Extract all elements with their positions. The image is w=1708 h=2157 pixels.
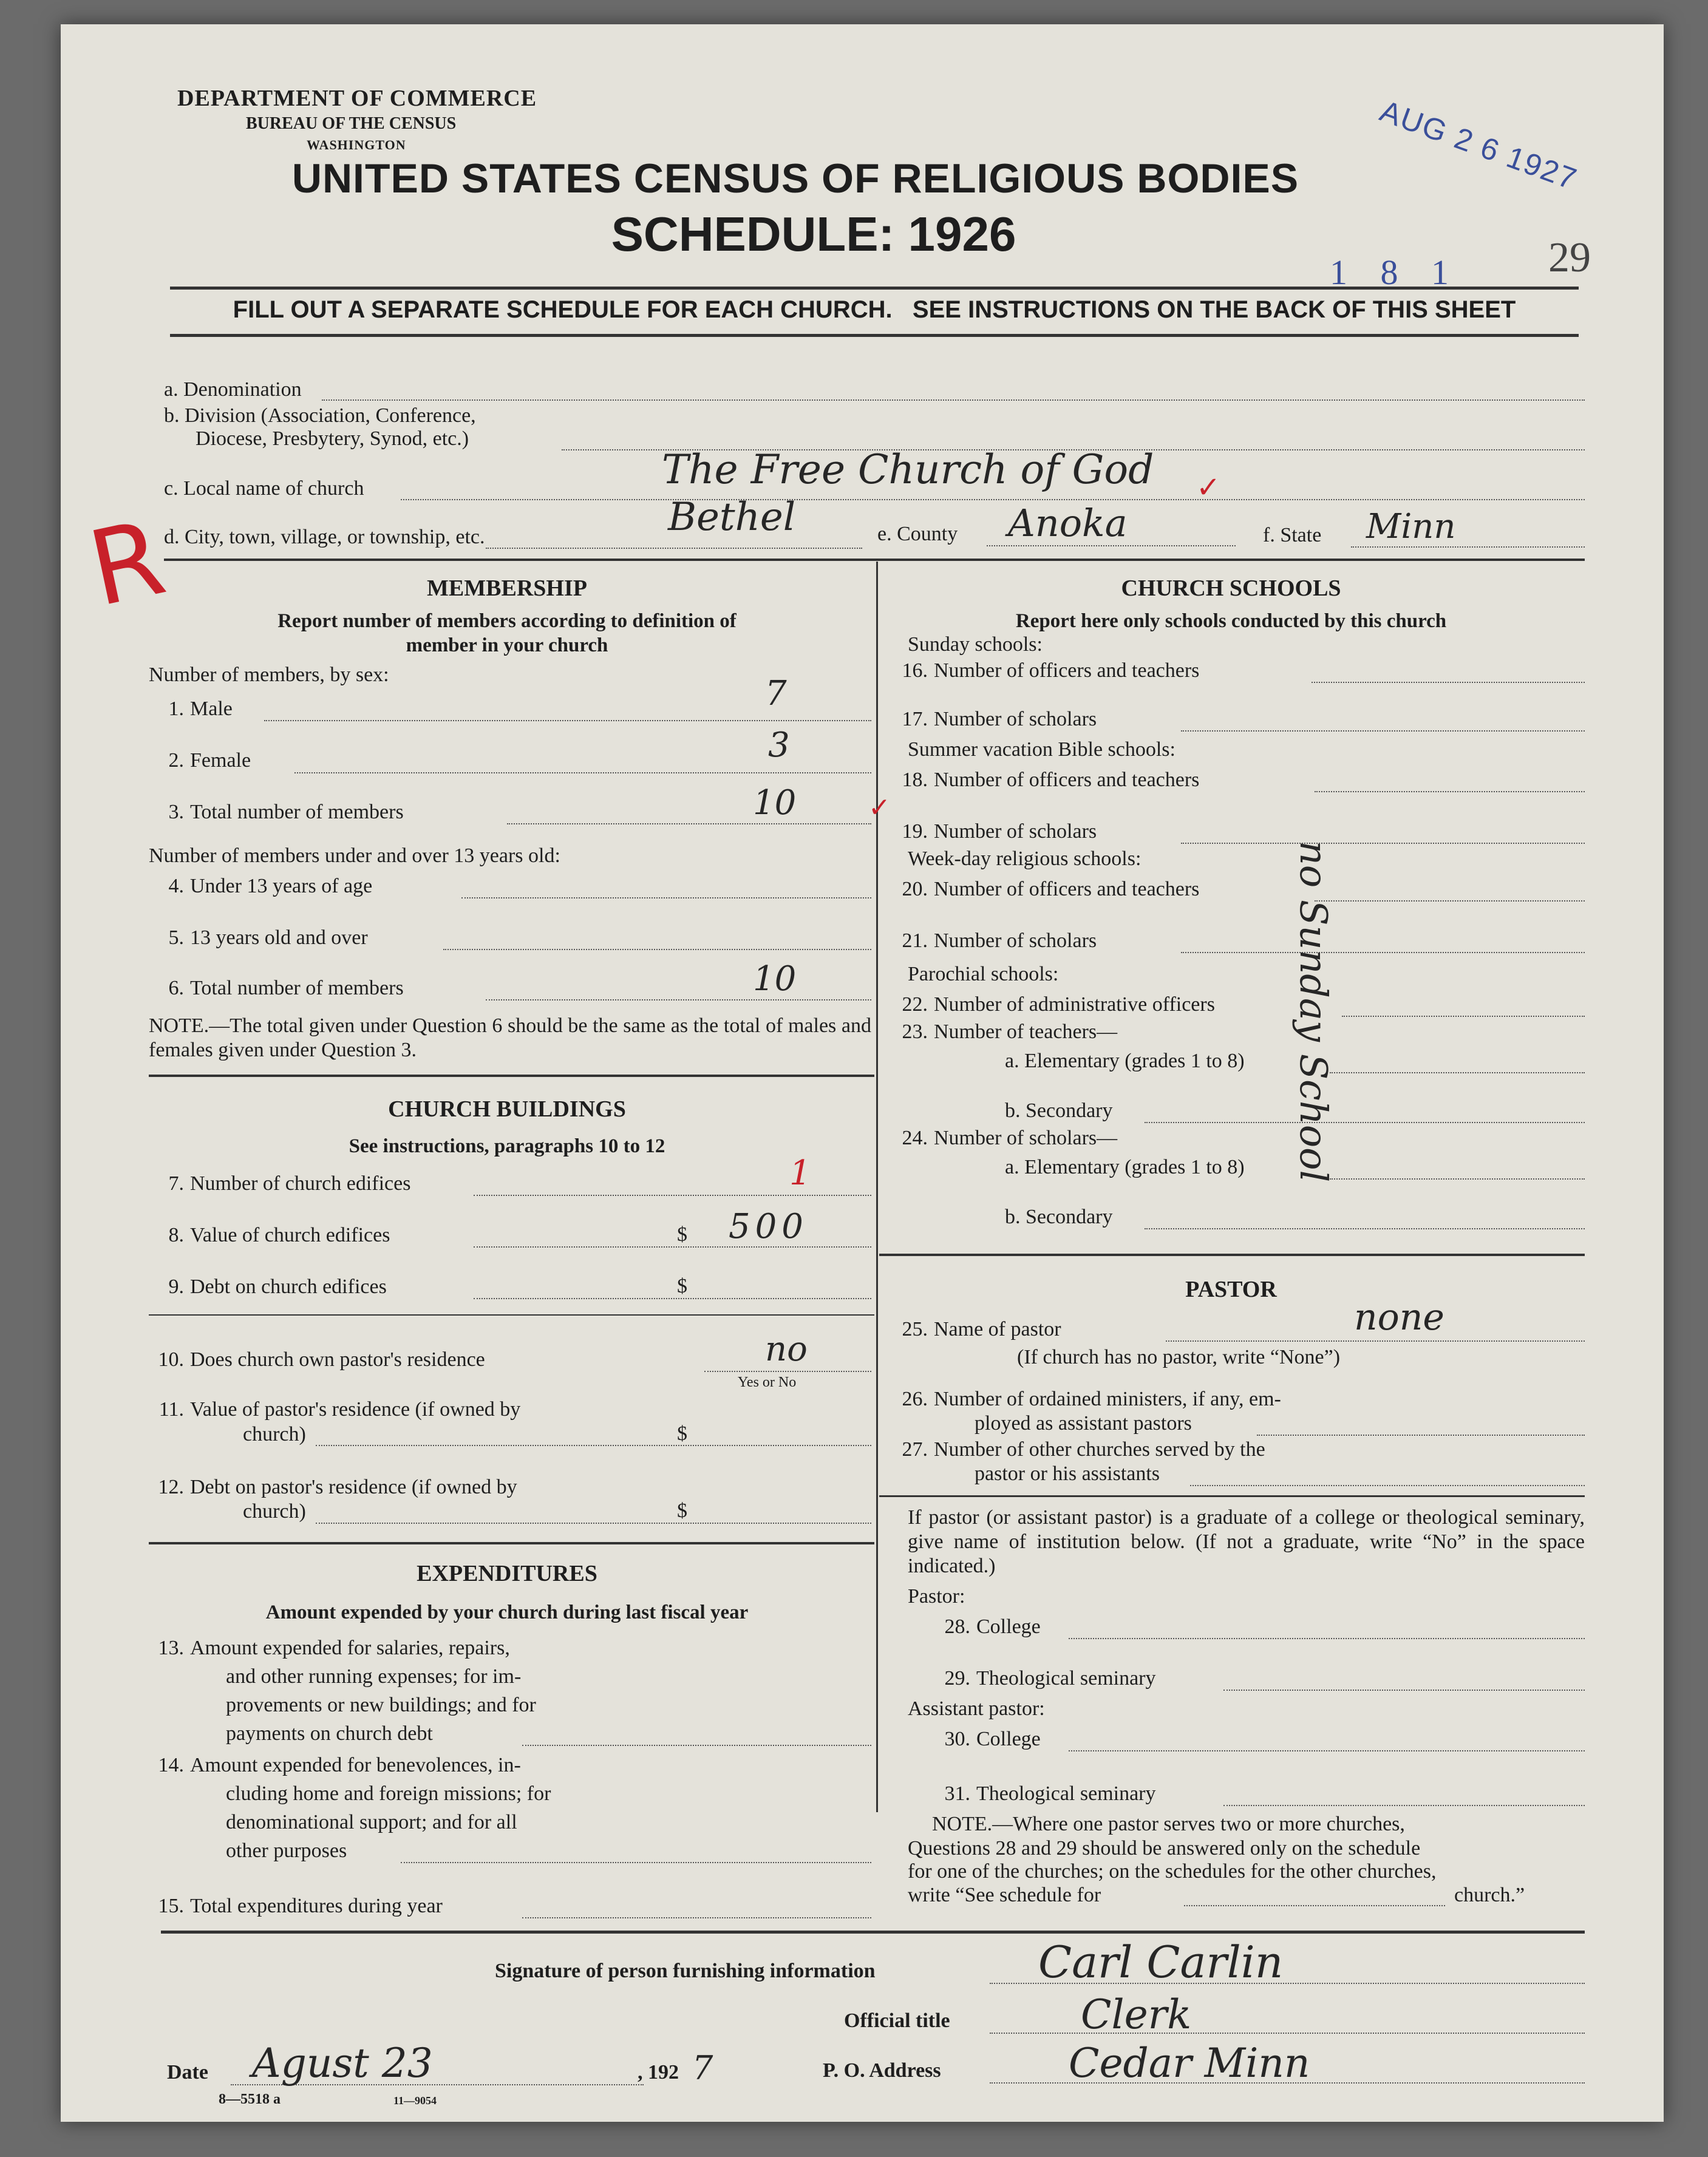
- buildings-rule: [149, 1542, 874, 1544]
- date-value: Agust 23: [252, 2040, 433, 2087]
- q29-seminary: [935, 1666, 1156, 1691]
- membership-note: NOTE.—The total given under Question 6 should be the same as the total of males and females given under Question 3.: [149, 1014, 871, 1061]
- q27-number: 27.: [902, 1438, 928, 1461]
- q14-field[interactable]: [401, 1862, 871, 1863]
- q18-summer-officers: [893, 768, 1199, 792]
- q11-value-residence: [149, 1398, 520, 1422]
- q25-number: 25.: [902, 1318, 928, 1340]
- census-schedule-sheet: [61, 24, 1664, 2122]
- q9-label: Debt on church edifices: [190, 1276, 387, 1298]
- county-value: Anoka: [1008, 501, 1128, 545]
- q13-label: Amount expended for salaries, repairs,: [190, 1637, 510, 1659]
- q30-label: College: [976, 1728, 1041, 1750]
- q14-benevolences: [149, 1753, 521, 1778]
- q12-label: Debt on pastor's residence (if owned by: [190, 1476, 517, 1498]
- q12-debt-residence: [149, 1475, 517, 1500]
- buildings-mid-rule: [149, 1314, 874, 1316]
- city-label: WASHINGTON: [307, 137, 406, 152]
- q10-value: no: [765, 1330, 808, 1369]
- q22-number: 22.: [902, 993, 928, 1016]
- q22-label: Number of administrative officers: [934, 993, 1215, 1016]
- local-church-name-field[interactable]: [401, 499, 1585, 500]
- q23a-elementary: a. Elementary (grades 1 to 8): [1005, 1050, 1245, 1072]
- summer-schools-label: Summer vacation Bible schools:: [908, 738, 1176, 761]
- q27-label-cont: pastor or his assistants: [975, 1462, 1160, 1485]
- q2-female: [149, 749, 251, 773]
- q4-field[interactable]: [461, 897, 871, 898]
- q7-label: Number of church edifices: [190, 1172, 411, 1195]
- q8-field[interactable]: [474, 1246, 871, 1248]
- page-number: 29: [1548, 234, 1591, 281]
- q5-number: 5.: [168, 926, 184, 949]
- q1-male: [149, 697, 233, 721]
- q23a-field[interactable]: [1330, 1072, 1585, 1073]
- schools-rule: [879, 1254, 1585, 1256]
- q17-field[interactable]: [1181, 730, 1585, 732]
- q30-number: 30.: [944, 1728, 970, 1750]
- signature-value: Carl Carlin: [1038, 1937, 1284, 1988]
- q20-number: 20.: [902, 878, 928, 900]
- q24a-field[interactable]: [1330, 1178, 1585, 1180]
- weekday-schools-label: Week-day religious schools:: [908, 848, 1142, 870]
- schedule-year: SCHEDULE: 1926: [611, 207, 1016, 261]
- q25-hint: (If church has no pastor, write “None”): [1017, 1346, 1341, 1368]
- q15-label: Total expenditures during year: [190, 1895, 443, 1917]
- q28-label: College: [976, 1615, 1041, 1638]
- q12-field[interactable]: [316, 1523, 871, 1524]
- denomination-label: a. Denomination: [164, 378, 302, 401]
- form-number: 8—5518 a: [219, 2091, 281, 2107]
- q11-label-cont: church): [243, 1423, 306, 1445]
- separate-schedule-instruction: FILL OUT A SEPARATE SCHEDULE FOR EACH CHURCH. SEE INSTRUCTIONS ON THE BACK OF THIS SHEET: [233, 296, 1516, 323]
- sunday-schools-label: Sunday schools:: [908, 633, 1043, 656]
- no-sunday-school-note: no Sunday School: [1291, 841, 1336, 1183]
- q24-number: 24.: [902, 1127, 928, 1149]
- q26-label-cont: ployed as assistant pastors: [975, 1412, 1192, 1435]
- q10-hint: Yes or No: [738, 1374, 797, 1390]
- po-address-value: Cedar Minn: [1069, 2040, 1310, 2087]
- q5-label: 13 years old and over: [190, 926, 368, 949]
- q13-number: 13.: [158, 1637, 184, 1659]
- q7-value: 1: [789, 1153, 811, 1193]
- q3-total: [149, 800, 404, 824]
- q20-weekday-officers: [893, 877, 1199, 902]
- q26-label: Number of ordained ministers, if any, em-: [934, 1388, 1281, 1410]
- q19-number: 19.: [902, 820, 928, 843]
- q10-label: Does church own pastor's residence: [190, 1348, 485, 1371]
- q9-debt-edifices: [149, 1275, 387, 1299]
- official-title-value: Clerk: [1081, 1991, 1192, 2038]
- q2-field[interactable]: [294, 772, 871, 773]
- q11-label: Value of pastor's residence (if owned by: [190, 1398, 521, 1421]
- q29-label: Theological seminary: [976, 1667, 1156, 1690]
- q6-label: Total number of members: [190, 977, 404, 999]
- q27-label: Number of other churches served by the: [934, 1438, 1265, 1461]
- red-margin-mark: R: [79, 497, 175, 631]
- q1-number: 1.: [168, 698, 184, 720]
- division-label: b. Division (Association, Conference,: [164, 404, 476, 427]
- q9-field[interactable]: [474, 1298, 871, 1299]
- q12-dollar: $: [677, 1500, 687, 1522]
- q16-label: Number of officers and teachers: [934, 659, 1200, 682]
- q27-other-churches: [893, 1438, 1265, 1462]
- header-rule-top: [170, 287, 1579, 290]
- schools-heading: CHURCH SCHOOLS: [1121, 576, 1341, 601]
- q14-number: 14.: [158, 1754, 184, 1776]
- q15-field[interactable]: [522, 1917, 871, 1918]
- year-digit: 7: [692, 2049, 713, 2087]
- q9-dollar: $: [677, 1275, 687, 1297]
- q26-assistant-ministers: [893, 1387, 1281, 1411]
- q23b-field[interactable]: [1145, 1122, 1585, 1123]
- q11-field[interactable]: [316, 1445, 871, 1446]
- q13-label-3: provements or new buildings; and for: [226, 1694, 536, 1716]
- q17-sunday-scholars: [893, 707, 1097, 732]
- buildings-heading: CHURCH BUILDINGS: [388, 1096, 626, 1122]
- division-label-cont: Diocese, Presbytery, Synod, etc.): [196, 427, 469, 450]
- q6-field[interactable]: [486, 999, 871, 1000]
- pastor-rule: [879, 1495, 1585, 1497]
- q26-number: 26.: [902, 1388, 928, 1410]
- q19-summer-scholars: [893, 820, 1097, 844]
- q6-value: 10: [753, 959, 797, 999]
- official-title-label: Official title: [844, 2009, 950, 2032]
- q14-label: Amount expended for benevolences, in-: [190, 1754, 521, 1776]
- file-number: 1 8 1: [1330, 253, 1461, 292]
- q10-field[interactable]: [704, 1371, 871, 1372]
- year-prefix: , 192: [638, 2061, 679, 2084]
- schools-subheading: Report here only schools conducted by this church: [1015, 610, 1447, 632]
- q29-number: 29.: [944, 1667, 970, 1690]
- members-by-sex-label: Number of members, by sex:: [149, 664, 389, 686]
- q25-field[interactable]: [1166, 1340, 1585, 1342]
- q3-value: 10: [753, 783, 797, 823]
- q29-field[interactable]: [1223, 1690, 1585, 1691]
- q16-sunday-officers: [893, 659, 1199, 683]
- local-church-name-label: c. Local name of church: [164, 477, 364, 500]
- q5-field[interactable]: [443, 949, 871, 950]
- pastor-note-1: NOTE.—Where one pastor serves two or more churches,: [932, 1813, 1405, 1835]
- signature-label: Signature of person furnishing information: [495, 1960, 876, 1982]
- q24b-secondary: b. Secondary: [1005, 1206, 1113, 1228]
- q1-label: Male: [190, 698, 233, 720]
- footer-rule: [161, 1931, 1585, 1934]
- bureau-label: BUREAU OF THE CENSUS: [246, 114, 457, 133]
- assistant-education-label: Assistant pastor:: [908, 1697, 1045, 1720]
- q26-field[interactable]: [1257, 1435, 1585, 1436]
- date-label: Date: [167, 2061, 208, 2084]
- q13-field[interactable]: [522, 1745, 871, 1746]
- q28-number: 28.: [944, 1615, 970, 1638]
- q19-field[interactable]: [1181, 843, 1585, 844]
- q7-number: 7.: [168, 1172, 184, 1195]
- q10-number: 10.: [158, 1348, 184, 1371]
- q23-label: Number of teachers—: [934, 1021, 1118, 1043]
- q2-value: 3: [768, 725, 790, 765]
- q31-seminary: [935, 1782, 1156, 1806]
- q3-number: 3.: [168, 801, 184, 823]
- q17-label: Number of scholars: [934, 708, 1097, 730]
- checkmark-red: ✓: [868, 793, 891, 823]
- q7-field[interactable]: [474, 1195, 871, 1196]
- pastor-education-label: Pastor:: [908, 1585, 965, 1608]
- q25-value: none: [1354, 1296, 1444, 1339]
- pastor-note-4b: church.”: [1454, 1884, 1525, 1906]
- q3-label: Total number of members: [190, 801, 404, 823]
- q18-label: Number of officers and teachers: [934, 769, 1200, 791]
- q8-dollar: $: [677, 1223, 687, 1246]
- po-address-label: P. O. Address: [823, 2059, 941, 2082]
- q11-number: 11.: [158, 1398, 184, 1421]
- q19-label: Number of scholars: [934, 820, 1097, 843]
- column-divider: [876, 562, 878, 1812]
- q21-number: 21.: [902, 929, 928, 952]
- membership-rule: [149, 1075, 874, 1077]
- expenditures-heading: EXPENDITURES: [417, 1561, 597, 1586]
- state-value: Minn: [1366, 507, 1456, 546]
- city-field[interactable]: [486, 548, 862, 549]
- pastor-note-4a: write “See schedule for: [908, 1884, 1101, 1906]
- q13-running-expenses: [149, 1636, 510, 1660]
- q2-label: Female: [190, 749, 251, 772]
- state-label: f. State: [1263, 524, 1322, 546]
- q1-value: 7: [765, 674, 787, 713]
- pastor-note-2: Questions 28 and 29 should be answered only on the schedule: [908, 1837, 1421, 1860]
- q2-number: 2.: [168, 749, 184, 772]
- see-schedule-field[interactable]: [1184, 1905, 1445, 1906]
- q1-field[interactable]: [264, 720, 871, 721]
- print-number: 11—9054: [393, 2094, 437, 2107]
- q30-field[interactable]: [1069, 1750, 1585, 1751]
- q24b-field[interactable]: [1145, 1228, 1585, 1229]
- graduate-instruction: If pastor (or assistant pastor) is a graduate of a college or theological seminary, give name of institution below. (If not a graduate, write “No” in the space indicated.): [908, 1506, 1585, 1577]
- q11-dollar: $: [677, 1422, 687, 1445]
- identity-rule: [164, 559, 1585, 561]
- q16-number: 16.: [902, 659, 928, 682]
- form-title: UNITED STATES CENSUS OF RELIGIOUS BODIES: [291, 155, 1299, 202]
- pastor-note-3: for one of the churches; on the schedules for the other churches,: [908, 1860, 1437, 1883]
- membership-subheading: Report number of members according to definition of: [277, 610, 737, 632]
- q7-edifices: [149, 1172, 410, 1196]
- q14-label-3: denominational support; and for all: [226, 1811, 517, 1833]
- q4-number: 4.: [168, 875, 184, 897]
- department-label: DEPARTMENT OF COMMERCE: [177, 86, 537, 111]
- q15-number: 15.: [158, 1895, 184, 1917]
- q21-label: Number of scholars: [934, 929, 1097, 952]
- q27-field[interactable]: [1190, 1485, 1585, 1486]
- q4-under-13: [149, 874, 372, 898]
- q28-field[interactable]: [1069, 1638, 1585, 1639]
- parochial-schools-label: Parochial schools:: [908, 963, 1059, 985]
- denomination-field[interactable]: [322, 399, 1585, 401]
- city-label: d. City, town, village, or township, etc.: [164, 526, 485, 548]
- q13-label-4: payments on church debt: [226, 1722, 433, 1745]
- expenditures-subheading: Amount expended by your church during last fiscal year: [265, 1602, 749, 1623]
- q18-field[interactable]: [1315, 791, 1585, 792]
- q23-teachers: [893, 1020, 1117, 1044]
- q8-value-edifices: [149, 1223, 390, 1248]
- membership-heading: MEMBERSHIP: [427, 576, 587, 601]
- city-value: Bethel: [668, 495, 796, 540]
- q20-label: Number of officers and teachers: [934, 878, 1200, 900]
- q4-label: Under 13 years of age: [190, 875, 373, 897]
- header-rule-bottom: [170, 334, 1579, 337]
- q25-pastor-name: [893, 1317, 1061, 1342]
- q31-number: 31.: [944, 1782, 970, 1805]
- received-date-stamp: AUG 2 6 1927: [1375, 93, 1582, 197]
- q13-label-2: and other running expenses; for im-: [226, 1665, 522, 1688]
- q14-label-4: other purposes: [226, 1839, 347, 1862]
- q24a-elementary: a. Elementary (grades 1 to 8): [1005, 1156, 1245, 1178]
- q5-13-and-over: [149, 926, 368, 950]
- q6-number: 6.: [168, 977, 184, 999]
- q18-number: 18.: [902, 769, 928, 791]
- q21-field[interactable]: [1181, 952, 1585, 953]
- q16-field[interactable]: [1312, 682, 1585, 683]
- q31-field[interactable]: [1223, 1805, 1585, 1806]
- county-label: e. County: [877, 523, 958, 545]
- q8-value: 500: [729, 1207, 808, 1246]
- local-church-name-value: The Free Church of God: [662, 446, 1154, 493]
- q30-college: [935, 1727, 1041, 1751]
- q25-label: Name of pastor: [934, 1318, 1061, 1340]
- q6-total: [149, 976, 404, 1000]
- q20-field[interactable]: [1315, 900, 1585, 902]
- q23-number: 23.: [902, 1021, 928, 1043]
- q28-college: [935, 1615, 1041, 1639]
- q21-weekday-scholars: [893, 929, 1097, 953]
- q8-number: 8.: [168, 1224, 184, 1246]
- q24-scholars: [893, 1126, 1117, 1150]
- members-by-age-label: Number of members under and over 13 years old:: [149, 844, 560, 867]
- q22-field[interactable]: [1342, 1016, 1585, 1017]
- buildings-subheading: See instructions, paragraphs 10 to 12: [349, 1135, 665, 1157]
- q10-owns-residence: [149, 1348, 485, 1372]
- q17-number: 17.: [902, 708, 928, 730]
- county-field[interactable]: [987, 545, 1236, 546]
- q22-admin-officers: [893, 993, 1215, 1017]
- state-field[interactable]: [1351, 546, 1585, 548]
- pastor-heading: PASTOR: [1185, 1277, 1277, 1302]
- official-title-field[interactable]: [990, 2033, 1585, 2034]
- q24-label: Number of scholars—: [934, 1127, 1118, 1149]
- q12-number: 12.: [158, 1476, 184, 1498]
- q3-field[interactable]: [507, 823, 871, 824]
- q9-number: 9.: [168, 1276, 184, 1298]
- q31-label: Theological seminary: [976, 1782, 1156, 1805]
- membership-subheading-cont: member in your church: [406, 634, 608, 656]
- q12-label-cont: church): [243, 1500, 306, 1523]
- q15-total-expenditures: [149, 1894, 443, 1918]
- checkmark-red: ✓: [1196, 472, 1221, 504]
- q8-label: Value of church edifices: [190, 1224, 390, 1246]
- q14-label-2: cluding home and foreign missions; for: [226, 1782, 551, 1805]
- q23b-secondary: b. Secondary: [1005, 1099, 1113, 1122]
